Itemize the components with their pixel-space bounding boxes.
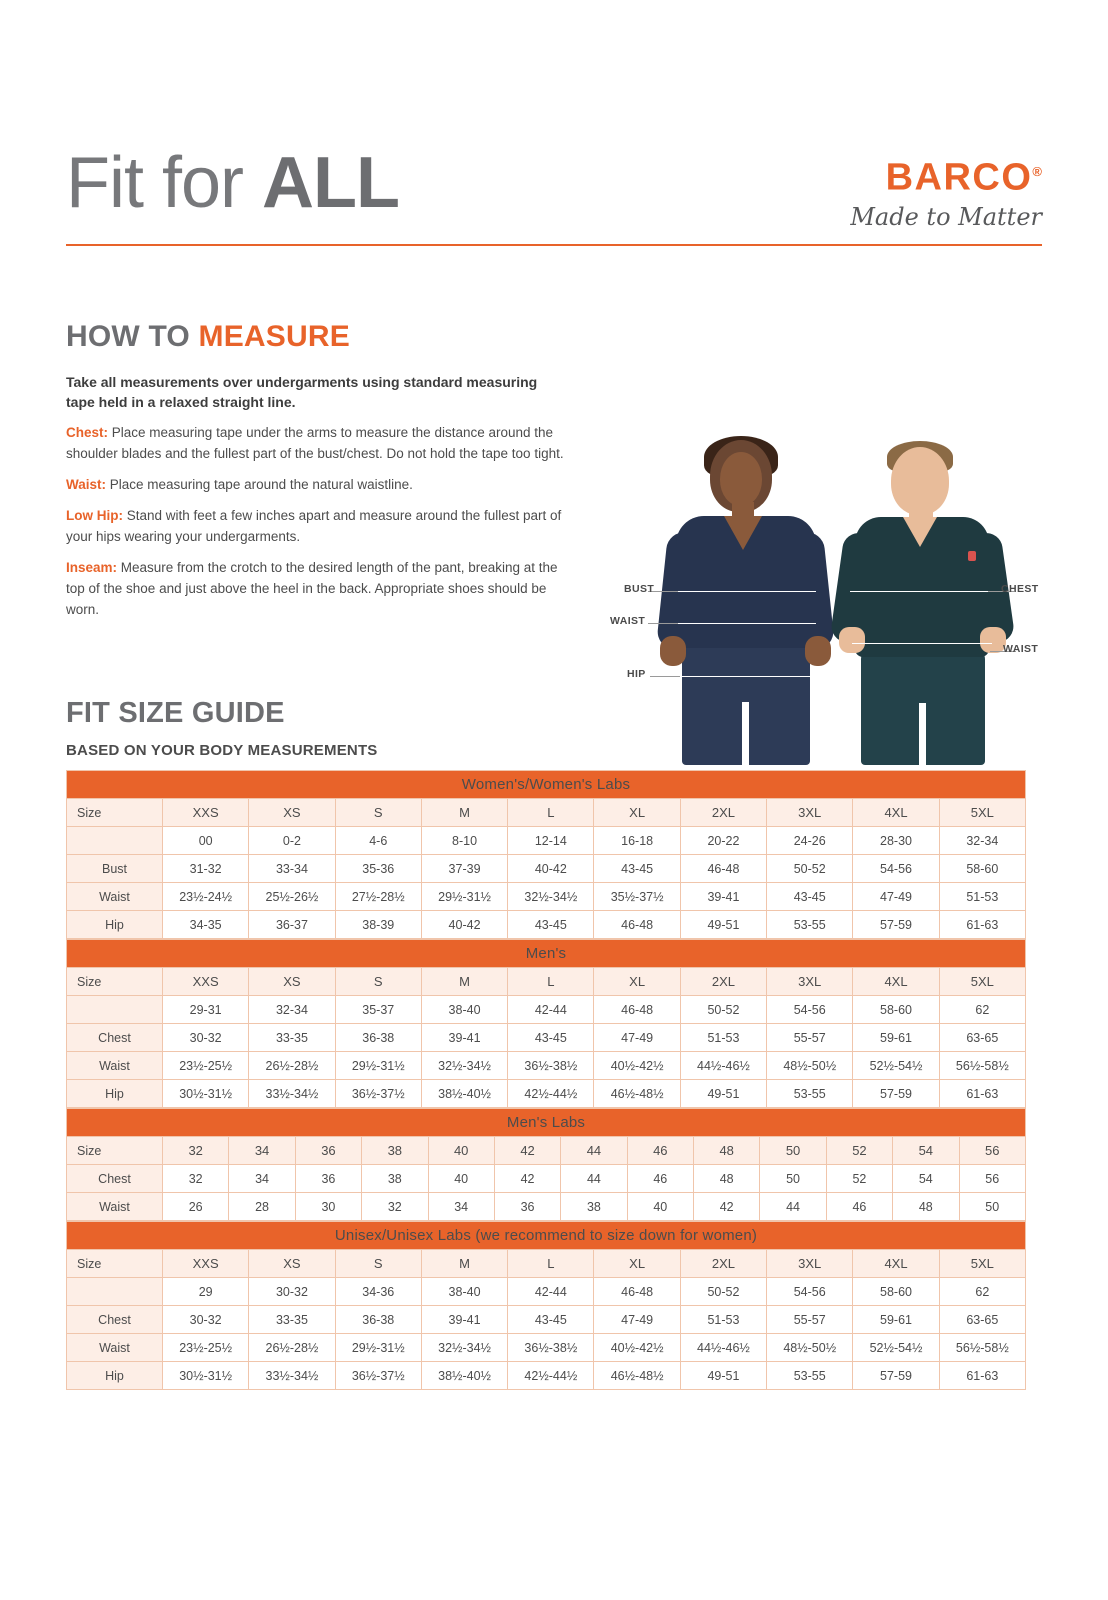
table-cell: 58-60 (939, 855, 1025, 883)
table-band-label-womens: Women's/Women's Labs (67, 771, 1026, 799)
table-cell: 47-49 (594, 1024, 680, 1052)
table-cell: 46-48 (680, 855, 766, 883)
table-band-mens-labs (67, 1109, 1026, 1137)
table-cell: 62 (939, 1278, 1025, 1306)
column-header: Size (67, 968, 163, 996)
table-cell: 46 (826, 1193, 892, 1221)
waist-measure-line-male (852, 643, 992, 644)
table-cell: 46 (627, 1165, 693, 1193)
male-model-left-hand (839, 627, 865, 653)
row-label: Waist (67, 1052, 163, 1080)
table-cell: 50 (760, 1165, 826, 1193)
table-cell: 12-14 (508, 827, 594, 855)
table-cell: 32 (163, 1165, 229, 1193)
size-table-mens (66, 939, 1026, 1108)
table-cell: 48½-50½ (767, 1052, 853, 1080)
table-band-label-mens-labs: Men's Labs (67, 1109, 1026, 1137)
table-cell: 48½-50½ (767, 1334, 853, 1362)
female-model-left-hand (660, 636, 686, 666)
column-header: XL (594, 968, 680, 996)
table-cell: 33½-34½ (249, 1080, 335, 1108)
table-cell: 55-57 (767, 1024, 853, 1052)
table-cell: 40-42 (421, 911, 507, 939)
table-row (67, 1362, 1026, 1390)
table-cell: 53-55 (767, 1362, 853, 1390)
how-to-measure-heading-accent: MEASURE (198, 320, 350, 353)
table-cell: 62 (939, 996, 1025, 1024)
logo-tagline: Made to Matter (850, 202, 1042, 231)
table-cell: 32 (362, 1193, 428, 1221)
chest-label: CHEST (1001, 583, 1039, 595)
table-cell: 54-56 (853, 855, 939, 883)
measure-item-inseam (66, 557, 566, 620)
column-header: XXS (163, 968, 249, 996)
table-cell: 61-63 (939, 1362, 1025, 1390)
table-cell: 28-30 (853, 827, 939, 855)
table-cell: 50-52 (680, 996, 766, 1024)
table-cell: 42 (494, 1165, 560, 1193)
female-model-image (658, 440, 833, 765)
column-header: 54 (893, 1137, 959, 1165)
logo-wordmark-text: BARCO (885, 156, 1033, 199)
table-header-row (67, 968, 1026, 996)
table-cell: 50-52 (767, 855, 853, 883)
bust-measure-line (676, 591, 816, 592)
table-row (67, 996, 1026, 1024)
table-row (67, 911, 1026, 939)
row-label: Waist (67, 1193, 163, 1221)
table-cell: 49-51 (680, 911, 766, 939)
column-header: 40 (428, 1137, 494, 1165)
column-header: 3XL (767, 799, 853, 827)
waist-label-female: WAIST (610, 615, 646, 627)
table-cell: 30½-31½ (163, 1080, 249, 1108)
table-cell: 25½-26½ (249, 883, 335, 911)
column-header: S (335, 1250, 421, 1278)
table-cell: 26½-28½ (249, 1334, 335, 1362)
table-cell: 40-42 (508, 855, 594, 883)
column-header: XL (594, 799, 680, 827)
table-cell: 57-59 (853, 1080, 939, 1108)
table-row (67, 1306, 1026, 1334)
hip-leader-line (650, 676, 680, 677)
column-header: 34 (229, 1137, 295, 1165)
column-header: 4XL (853, 1250, 939, 1278)
column-header: XXS (163, 1250, 249, 1278)
barco-logo (842, 152, 1042, 238)
table-cell: 32-34 (249, 996, 335, 1024)
table-cell: 36-37 (249, 911, 335, 939)
table-cell: 33-35 (249, 1024, 335, 1052)
column-header: L (508, 968, 594, 996)
column-header: 56 (959, 1137, 1026, 1165)
table-cell: 49-51 (680, 1362, 766, 1390)
measurement-illustration (600, 425, 1060, 765)
row-label: Waist (67, 1334, 163, 1362)
measure-item-chest (66, 422, 566, 464)
how-to-measure-heading-plain: HOW TO (66, 320, 199, 353)
table-cell: 58-60 (853, 996, 939, 1024)
measure-item-chest-label: Chest: (66, 425, 109, 440)
table-cell: 46-48 (594, 1278, 680, 1306)
table-cell: 43-45 (767, 883, 853, 911)
table-cell: 61-63 (939, 911, 1025, 939)
table-cell: 29½-31½ (421, 883, 507, 911)
waist-leader-line-female (648, 623, 678, 624)
column-header: XS (249, 1250, 335, 1278)
row-label: Chest (67, 1024, 163, 1052)
table-cell: 47-49 (853, 883, 939, 911)
column-header: L (508, 1250, 594, 1278)
table-cell: 53-55 (767, 911, 853, 939)
table-cell: 57-59 (853, 911, 939, 939)
table-cell: 36½-37½ (335, 1080, 421, 1108)
table-band-label-mens: Men's (67, 940, 1026, 968)
how-to-measure-heading (66, 320, 350, 354)
column-header: M (421, 968, 507, 996)
table-cell: 44 (760, 1193, 826, 1221)
column-header: 52 (826, 1137, 892, 1165)
bust-label: BUST (624, 583, 655, 595)
table-cell: 16-18 (594, 827, 680, 855)
table-cell: 38-40 (421, 1278, 507, 1306)
measure-item-inseam-text: Measure from the crotch to the desired length of the pant, breaking at the top of the shoe and just above the heel in the back. Appropriate shoes should be worn. (66, 560, 558, 617)
table-row (67, 827, 1026, 855)
table-cell: 43-45 (508, 911, 594, 939)
column-header: Size (67, 1137, 163, 1165)
fit-size-guide-subheading: BASED ON YOUR BODY MEASUREMENTS (66, 742, 378, 759)
table-cell: 50-52 (680, 1278, 766, 1306)
table-cell: 4-6 (335, 827, 421, 855)
page-title-bold: ALL (262, 143, 399, 223)
waist-measure-line-female (676, 623, 816, 624)
column-header: 4XL (853, 799, 939, 827)
size-table-womens (66, 770, 1026, 939)
table-cell: 56 (959, 1165, 1026, 1193)
table-cell: 38 (561, 1193, 627, 1221)
table-header-row (67, 1250, 1026, 1278)
measure-item-chest-text: Place measuring tape under the arms to measure the distance around the shoulder blades and the fullest part of the bust/chest. Do not hold the tape too tight. (66, 425, 564, 461)
table-cell: 63-65 (939, 1306, 1025, 1334)
column-header: 3XL (767, 1250, 853, 1278)
table-cell: 34 (428, 1193, 494, 1221)
row-label (67, 827, 163, 855)
table-cell: 46½-48½ (594, 1362, 680, 1390)
table-row (67, 883, 1026, 911)
row-label: Waist (67, 883, 163, 911)
table-cell: 51-53 (680, 1024, 766, 1052)
table-row (67, 1193, 1026, 1221)
table-cell: 29-31 (163, 996, 249, 1024)
row-label: Chest (67, 1165, 163, 1193)
table-cell: 33-35 (249, 1306, 335, 1334)
table-cell: 40 (428, 1165, 494, 1193)
table-cell: 33½-34½ (249, 1362, 335, 1390)
table-cell: 42-44 (508, 996, 594, 1024)
table-cell: 23½-25½ (163, 1052, 249, 1080)
table-cell: 51-53 (680, 1306, 766, 1334)
table-cell: 43-45 (508, 1306, 594, 1334)
female-model-pant-gap (742, 702, 749, 765)
table-cell: 35-36 (335, 855, 421, 883)
table-cell: 38 (362, 1165, 428, 1193)
measure-item-low-hip-text: Stand with feet a few inches apart and measure around the fullest part of your hips wearing your undergarments. (66, 508, 562, 544)
table-cell: 50 (959, 1193, 1026, 1221)
measure-item-low-hip-label: Low Hip: (66, 508, 123, 523)
column-header: 32 (163, 1137, 229, 1165)
table-cell: 59-61 (853, 1024, 939, 1052)
table-cell: 52 (826, 1165, 892, 1193)
table-cell: 42 (694, 1193, 760, 1221)
table-cell: 56½-58½ (939, 1052, 1025, 1080)
chest-measure-line (850, 591, 990, 592)
table-cell: 38-40 (421, 996, 507, 1024)
waist-label-male: WAIST (1003, 643, 1039, 655)
table-cell: 30-32 (163, 1024, 249, 1052)
table-cell: 54 (893, 1165, 959, 1193)
table-cell: 28 (229, 1193, 295, 1221)
table-cell: 40½-42½ (594, 1052, 680, 1080)
table-cell: 39-41 (421, 1024, 507, 1052)
male-model-pant-gap (919, 703, 926, 765)
table-cell: 26 (163, 1193, 229, 1221)
female-model-face (720, 452, 762, 506)
table-cell: 46½-48½ (594, 1080, 680, 1108)
column-header: 46 (627, 1137, 693, 1165)
table-cell: 0-2 (249, 827, 335, 855)
page-title-light: Fit for (66, 143, 263, 223)
column-header: 50 (760, 1137, 826, 1165)
column-header: XL (594, 1250, 680, 1278)
table-band-label-unisex: Unisex/Unisex Labs (we recommend to size down for women) (67, 1222, 1026, 1250)
table-cell: 26½-28½ (249, 1052, 335, 1080)
table-cell: 54-56 (767, 1278, 853, 1306)
table-cell: 32½-34½ (508, 883, 594, 911)
table-cell: 31-32 (163, 855, 249, 883)
table-cell: 47-49 (594, 1306, 680, 1334)
table-band-womens (67, 771, 1026, 799)
table-cell: 30½-31½ (163, 1362, 249, 1390)
table-cell: 36½-38½ (508, 1052, 594, 1080)
table-cell: 61-63 (939, 1080, 1025, 1108)
table-cell: 40 (627, 1193, 693, 1221)
table-cell: 58-60 (853, 1278, 939, 1306)
column-header: L (508, 799, 594, 827)
column-header: 38 (362, 1137, 428, 1165)
column-header: XXS (163, 799, 249, 827)
table-cell: 56½-58½ (939, 1334, 1025, 1362)
table-cell: 44 (561, 1165, 627, 1193)
fit-size-guide-heading: FIT SIZE GUIDE (66, 697, 285, 729)
logo-wordmark (842, 152, 1042, 198)
measure-item-low-hip (66, 505, 566, 547)
table-cell: 43-45 (594, 855, 680, 883)
page-header (66, 140, 1042, 255)
table-cell: 23½-24½ (163, 883, 249, 911)
row-label: Bust (67, 855, 163, 883)
how-to-measure-body (66, 372, 566, 630)
table-cell: 43-45 (508, 1024, 594, 1052)
column-header: 2XL (680, 799, 766, 827)
column-header: S (335, 968, 421, 996)
table-cell: 30-32 (249, 1278, 335, 1306)
table-cell: 46-48 (594, 996, 680, 1024)
table-cell: 51-53 (939, 883, 1025, 911)
measure-item-waist-label: Waist: (66, 477, 106, 492)
measure-item-inseam-label: Inseam: (66, 560, 118, 575)
table-cell: 38½-40½ (421, 1080, 507, 1108)
table-cell: 23½-25½ (163, 1334, 249, 1362)
column-header: 5XL (939, 968, 1025, 996)
table-band-mens (67, 940, 1026, 968)
table-cell: 36 (494, 1193, 560, 1221)
table-cell: 42½-44½ (508, 1080, 594, 1108)
male-model-pocket-badge (968, 551, 976, 561)
table-cell: 39-41 (421, 1306, 507, 1334)
column-header: M (421, 1250, 507, 1278)
table-cell: 36 (295, 1165, 361, 1193)
table-cell: 34-36 (335, 1278, 421, 1306)
column-header: 48 (694, 1137, 760, 1165)
table-cell: 30 (295, 1193, 361, 1221)
table-cell: 32½-34½ (421, 1334, 507, 1362)
table-header-row (67, 799, 1026, 827)
column-header: 3XL (767, 968, 853, 996)
table-row (67, 1165, 1026, 1193)
measure-intro-text: Take all measurements over undergarments using standard measuring tape held in a relaxed straight line. (66, 374, 538, 410)
table-cell: 53-55 (767, 1080, 853, 1108)
column-header: 4XL (853, 968, 939, 996)
table-cell: 29½-31½ (335, 1052, 421, 1080)
table-cell: 55-57 (767, 1306, 853, 1334)
table-row (67, 855, 1026, 883)
size-tables (66, 770, 1026, 1390)
table-cell: 49-51 (680, 1080, 766, 1108)
column-header: 5XL (939, 799, 1025, 827)
table-cell: 40½-42½ (594, 1334, 680, 1362)
table-cell: 32-34 (939, 827, 1025, 855)
table-cell: 32½-34½ (421, 1052, 507, 1080)
table-cell: 20-22 (680, 827, 766, 855)
table-cell: 8-10 (421, 827, 507, 855)
table-row (67, 1334, 1026, 1362)
column-header: 44 (561, 1137, 627, 1165)
measure-item-waist (66, 474, 566, 495)
column-header: Size (67, 1250, 163, 1278)
table-cell: 52½-54½ (853, 1052, 939, 1080)
table-row (67, 1278, 1026, 1306)
table-cell: 63-65 (939, 1024, 1025, 1052)
column-header: 2XL (680, 1250, 766, 1278)
column-header: Size (67, 799, 163, 827)
table-cell: 27½-28½ (335, 883, 421, 911)
column-header: 5XL (939, 1250, 1025, 1278)
table-cell: 44½-46½ (680, 1052, 766, 1080)
male-model-image (835, 445, 1010, 765)
row-label: Hip (67, 1080, 163, 1108)
column-header: XS (249, 968, 335, 996)
size-table-unisex (66, 1221, 1026, 1390)
female-model-right-hand (805, 636, 831, 666)
header-divider (66, 244, 1042, 246)
table-row (67, 1024, 1026, 1052)
row-label: Chest (67, 1306, 163, 1334)
table-cell: 36½-38½ (508, 1334, 594, 1362)
table-cell: 29½-31½ (335, 1334, 421, 1362)
table-cell: 30-32 (163, 1306, 249, 1334)
column-header: 2XL (680, 968, 766, 996)
table-cell: 35½-37½ (594, 883, 680, 911)
table-cell: 39-41 (680, 883, 766, 911)
table-cell: 24-26 (767, 827, 853, 855)
row-label: Hip (67, 1362, 163, 1390)
table-cell: 42½-44½ (508, 1362, 594, 1390)
table-cell: 57-59 (853, 1362, 939, 1390)
table-cell: 54-56 (767, 996, 853, 1024)
table-cell: 52½-54½ (853, 1334, 939, 1362)
table-cell: 00 (163, 827, 249, 855)
table-cell: 34 (229, 1165, 295, 1193)
table-cell: 36½-37½ (335, 1362, 421, 1390)
hip-label: HIP (627, 668, 646, 680)
measure-item-waist-text: Place measuring tape around the natural waistline. (106, 477, 413, 492)
table-cell: 48 (893, 1193, 959, 1221)
column-header: 42 (494, 1137, 560, 1165)
table-cell: 59-61 (853, 1306, 939, 1334)
table-cell: 35-37 (335, 996, 421, 1024)
table-row (67, 1080, 1026, 1108)
table-cell: 29 (163, 1278, 249, 1306)
hip-measure-line (680, 676, 816, 677)
registered-trademark-icon: ® (1032, 164, 1042, 179)
table-cell: 38½-40½ (421, 1362, 507, 1390)
table-cell: 36-38 (335, 1024, 421, 1052)
table-row (67, 1052, 1026, 1080)
row-label: Hip (67, 911, 163, 939)
table-cell: 37-39 (421, 855, 507, 883)
table-cell: 44½-46½ (680, 1334, 766, 1362)
column-header: M (421, 799, 507, 827)
page-title (66, 140, 399, 226)
table-cell: 42-44 (508, 1278, 594, 1306)
column-header: S (335, 799, 421, 827)
table-cell: 38-39 (335, 911, 421, 939)
table-cell: 48 (694, 1165, 760, 1193)
table-header-row (67, 1137, 1026, 1165)
table-band-unisex (67, 1222, 1026, 1250)
table-cell: 46-48 (594, 911, 680, 939)
row-label (67, 996, 163, 1024)
size-table-mens-labs (66, 1108, 1026, 1221)
table-cell: 33-34 (249, 855, 335, 883)
row-label (67, 1278, 163, 1306)
column-header: XS (249, 799, 335, 827)
table-cell: 34-35 (163, 911, 249, 939)
column-header: 36 (295, 1137, 361, 1165)
table-cell: 36-38 (335, 1306, 421, 1334)
